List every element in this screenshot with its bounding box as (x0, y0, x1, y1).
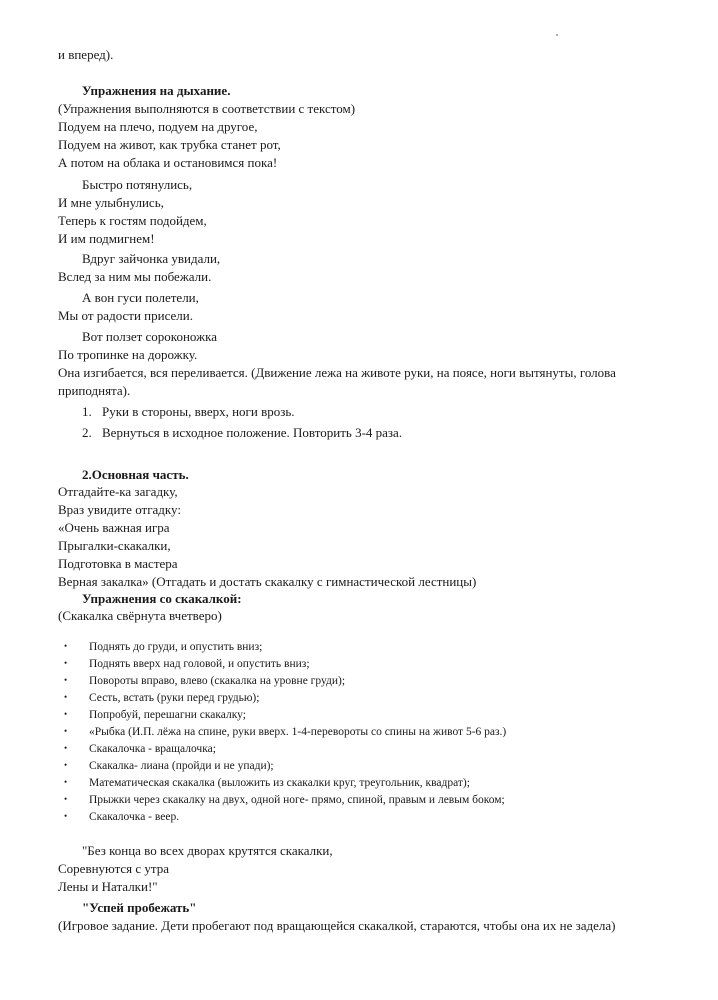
exercise-text: Сесть, встать (руки перед грудью); (89, 692, 260, 704)
bullet-icon: • (64, 811, 68, 821)
exercise-text: Прыжки через скакалку на двух, одной ноге- прямо, спиной, правым и левым боком; (89, 794, 505, 806)
exercise-item (64, 774, 470, 792)
poem-line: Вслед за ним мы побежали. (58, 269, 212, 284)
step-number: 1. (82, 404, 92, 419)
riddle-line: Верная закалка» (Отгадать и достать скакалку с гимнастической лестницы) (58, 574, 477, 589)
bullet-icon: • (64, 658, 68, 668)
exercise-text: Скакалочка - вращалочка; (89, 743, 216, 755)
riddle-line: Враз увидите отгадку: (58, 502, 181, 517)
breathing-line: А потом на облака и остановимся пока! (58, 155, 278, 170)
exercise-text: Поднять до груди, и опустить вниз; (89, 641, 263, 653)
exercise-item (64, 706, 246, 724)
exercise-text: Повороты вправо, влево (скакалка на уровне груди); (89, 675, 346, 687)
riddle-line: «Очень важная игра (58, 520, 170, 535)
exercise-item (64, 689, 259, 707)
poem-line: Вот ползет сороконожка (82, 329, 217, 344)
exercise-item (64, 791, 505, 809)
poem-line: Теперь к гостям подойдем, (58, 213, 207, 228)
exercise-text: «Рыбка (И.П. лёжа на спине, руки вверх. 1-4-перевороты со спины на живот 5-6 раз.) (89, 726, 507, 738)
poem-line: Она изгибается, вся переливается. (Движение лежа на животе руки, на поясе, ноги вытянуты, голова (58, 365, 616, 380)
game-description: (Игровое задание. Дети пробегают под вращающейся скакалкой, стараются, чтобы она их не задела) (58, 918, 616, 933)
breathing-line: Подуем на плечо, подуем на другое, (58, 119, 258, 134)
verse-line: Соревнуются с утра (58, 861, 170, 876)
poem-line: Вдруг зайчонка увидали, (82, 251, 221, 266)
poem-line: По тропинке на дорожку. (58, 347, 198, 362)
poem-line: А вон гуси полетели, (82, 290, 199, 305)
bullet-icon: • (64, 760, 68, 770)
verse-line: Лены и Наталки!" (58, 879, 158, 894)
bullet-icon: • (64, 777, 68, 787)
bullet-icon: • (64, 641, 68, 651)
poem-line: Быстро потянулись, (82, 177, 193, 192)
exercise-item (64, 723, 506, 741)
poem-line: И мне улыбнулись, (58, 195, 164, 210)
exercise-text: Скакалочка - веер. (89, 811, 180, 823)
step-number: 2. (82, 425, 92, 440)
exercise-item (64, 672, 345, 690)
riddle-line: Подготовка в мастера (58, 556, 178, 571)
poem-line: Мы от радости присели. (58, 308, 193, 323)
bullet-icon: • (64, 675, 68, 685)
breathing-line: Подуем на живот, как трубка станет рот, (58, 137, 281, 152)
jump-rope-note: (Скакалка свёрнута вчетверо) (58, 608, 222, 623)
exercise-text: Попробуй, перешагни скакалку; (89, 709, 246, 721)
jump-rope-heading: Упражнения со скакалкой: (82, 591, 242, 606)
step-item (82, 403, 295, 420)
exercise-item (64, 740, 216, 758)
step-item (82, 424, 402, 441)
step-text: Руки в стороны, вверх, ноги врозь. (102, 404, 295, 419)
riddle-line: Прыгалки-скакалки, (58, 538, 171, 553)
breathing-note: (Упражнения выполняются в соответствии с текстом) (58, 101, 356, 116)
riddle-line: Отгадайте-ка загадку, (58, 484, 178, 499)
verse-line: "Без конца во всех дворах крутятся скакалки, (82, 843, 333, 858)
bullet-icon: • (64, 794, 68, 804)
bullet-icon: • (64, 743, 68, 753)
exercise-item (64, 655, 310, 673)
exercise-text: Математическая скакалка (выложить из скакалки круг, треугольник, квадрат); (89, 777, 470, 789)
step-text: Вернуться в исходное положение. Повторить 3-4 раза. (102, 425, 403, 440)
bullet-icon: • (64, 692, 68, 702)
game-heading: "Успей пробежать" (82, 900, 197, 915)
continuation-line: и вперед). (58, 47, 114, 62)
exercise-text: Скакалка- лиана (пройди и не упади); (89, 760, 274, 772)
exercise-item (64, 757, 274, 775)
poem-line: И им подмигнем! (58, 231, 155, 246)
poem-line: приподнята). (58, 383, 131, 398)
exercise-item (64, 638, 262, 656)
main-part-heading: 2.Основная часть. (82, 467, 189, 482)
breathing-heading: Упражнения на дыхание. (82, 83, 231, 98)
exercise-item (64, 808, 179, 826)
scan-speck (556, 34, 558, 36)
bullet-icon: • (64, 726, 68, 736)
exercise-text: Поднять вверх над головой, и опустить вниз; (89, 658, 310, 670)
bullet-icon: • (64, 709, 68, 719)
